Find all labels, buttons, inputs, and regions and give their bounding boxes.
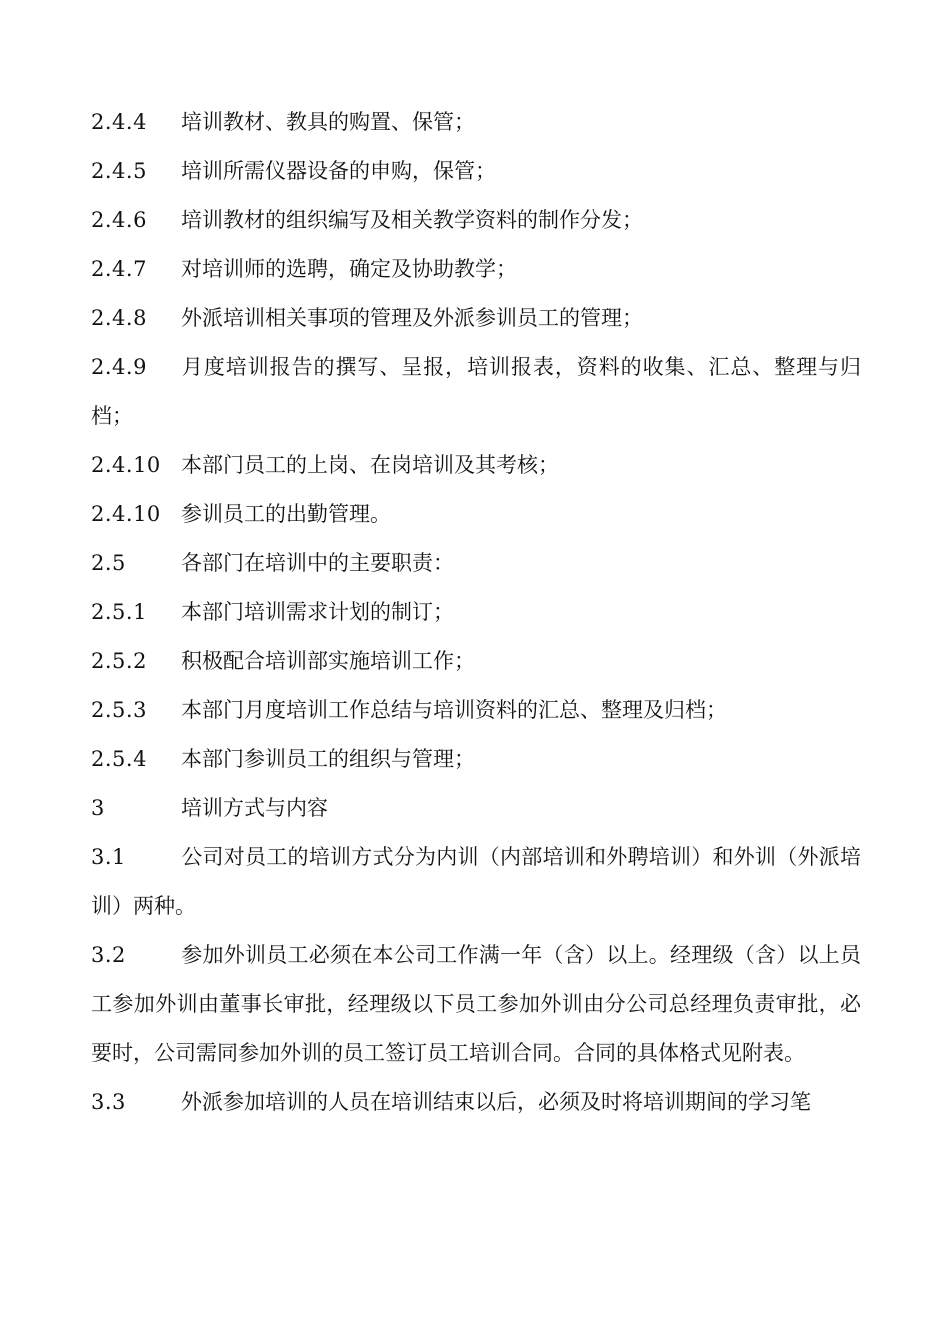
clause-text: 各部门在培训中的主要职责： <box>181 551 454 575</box>
clause-text: 本部门参训员工的组织与管理； <box>181 747 475 771</box>
clause-3-1 <box>91 833 861 931</box>
clause-3-3 <box>91 1078 861 1127</box>
clause-number: 3.1 <box>91 845 126 869</box>
clause-number: 2.5.4 <box>91 747 147 771</box>
clause-number: 2.5.2 <box>91 649 147 673</box>
clause-number: 2.4.10 <box>91 502 161 526</box>
clause-number: 2.4.4 <box>91 110 147 134</box>
clause-text: 培训所需仪器设备的申购，保管； <box>181 159 496 183</box>
clause-2-5-1 <box>91 588 861 637</box>
clause-number: 3.3 <box>91 1090 126 1114</box>
clause-number: 2.5.3 <box>91 698 147 722</box>
clause-text: 培训教材、教具的购置、保管； <box>181 110 475 134</box>
clause-2-4-9 <box>91 343 861 441</box>
clause-number: 2.4.8 <box>91 306 147 330</box>
clause-2-5-3 <box>91 686 861 735</box>
clause-text: 参加外训员工必须在本公司工作满一年（含）以上。经理级（含）以上员工参加外训由董事长审批，经理级以下员工参加外训由分公司总经理负责审批，必要时，公司需同参加外训的员工签订员工培训合同。合同的具体格式见附表。 <box>91 943 861 1065</box>
clause-number: 3.2 <box>91 943 126 967</box>
section-3-heading <box>91 784 861 833</box>
clause-text: 公司对员工的培训方式分为内训（内部培训和外聘培训）和外训（外派培训）两种。 <box>91 845 861 918</box>
clause-number: 2.4.7 <box>91 257 147 281</box>
clause-number: 2.5 <box>91 551 126 575</box>
clause-2-5 <box>91 539 861 588</box>
clause-number: 2.5.1 <box>91 600 147 624</box>
clause-number: 2.4.5 <box>91 159 147 183</box>
clause-number: 2.4.9 <box>91 355 147 379</box>
clause-2-4-10-a <box>91 441 861 490</box>
clause-2-4-8 <box>91 294 861 343</box>
clause-text: 积极配合培训部实施培训工作； <box>181 649 475 673</box>
clause-2-5-4 <box>91 735 861 784</box>
clause-text: 月度培训报告的撰写、呈报，培训报表，资料的收集、汇总、整理与归档； <box>91 355 861 428</box>
clause-3-2 <box>91 931 861 1078</box>
clause-2-4-5 <box>91 147 861 196</box>
clause-2-4-4 <box>91 98 861 147</box>
clause-number: 2.4.10 <box>91 453 161 477</box>
clause-2-4-6 <box>91 196 861 245</box>
clause-number: 2.4.6 <box>91 208 147 232</box>
clause-2-4-7 <box>91 245 861 294</box>
clause-text: 本部门员工的上岗、在岗培训及其考核； <box>181 453 559 477</box>
clause-2-4-10-b <box>91 490 861 539</box>
clause-text: 外派参加培训的人员在培训结束以后，必须及时将培训期间的学习笔 <box>181 1090 811 1114</box>
document-body <box>91 98 861 1127</box>
clause-number: 3 <box>91 796 105 820</box>
clause-text: 培训教材的组织编写及相关教学资料的制作分发； <box>181 208 643 232</box>
clause-text: 参训员工的出勤管理。 <box>181 502 391 526</box>
clause-text: 本部门培训需求计划的制订； <box>181 600 454 624</box>
clause-text: 外派培训相关事项的管理及外派参训员工的管理； <box>181 306 643 330</box>
clause-text: 本部门月度培训工作总结与培训资料的汇总、整理及归档； <box>181 698 727 722</box>
clause-text: 培训方式与内容 <box>181 796 328 820</box>
clause-text: 对培训师的选聘，确定及协助教学； <box>181 257 517 281</box>
clause-2-5-2 <box>91 637 861 686</box>
